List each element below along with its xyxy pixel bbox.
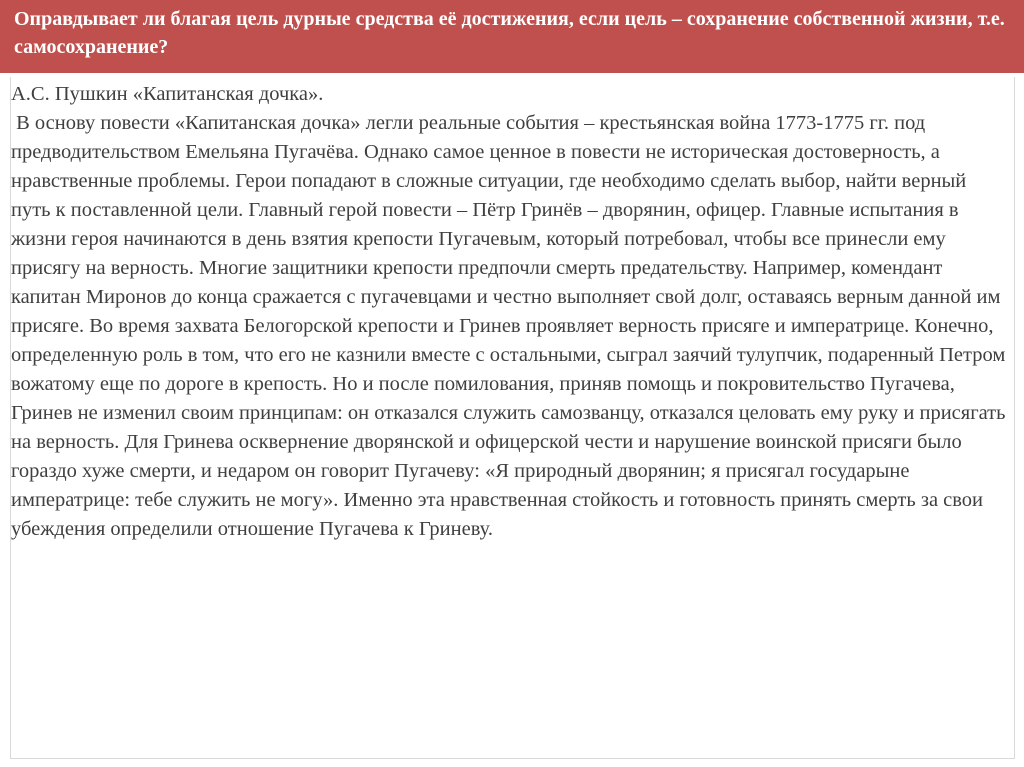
slide-title: Оправдывает ли благая цель дурные средства её достижения, если цель – сохранение собственной жизни, т.е. самосохранение? [14,8,1005,58]
body-paragraph: В основу повести «Капитанская дочка» легли реальные события – крестьянская война 1773-1775 гг. под предводительством Емельяна Пугачёва. Однако самое ценное в повести не историческая достоверность, а нравственные проблемы. Герои попадают в сложные ситуации, где необходимо сделать выбор, найти верный путь к поставленной цели. Главный герой повести – Пётр Гринёв – дворянин, офицер. Главные испытания в жизни героя начинаются в день взятия крепости Пугачевым, который потребовал, чтобы все принесли ему присягу на верность. Многие защитники крепости предпочли смерть предательству. Например, комендант капитан Миронов до конца сражается с пугачевцами и честно выполняет свой долг, оставаясь верным данной им присяге. Во время захвата Белогорской крепости и Гринев проявляет верность присяге и императрице. Конечно, определенную роль в том, что его не казнили вместе с остальными, сыграл заячий тулупчик, подаренный Петром вожатому еще по дороге в крепость. Но и после помилования, приняв помощь и покровительство Пугачева, Гринев не изменил своим принципам: он отказался служить самозванцу, отказался целовать ему руку и присягать на верность. Для Гринева осквернение дворянской и офицерской чести и нарушение воинской присяги было гораздо хуже смерти, и недаром он говорит Пугачеву: «Я природный дворянин; я присягал государыне императрице: тебе служить не могу». Именно эта нравственная стойкость и готовность принять смерть за свои убеждения определили отношение Пугачева к Гриневу. [11,112,1011,540]
title-bar [0,0,1024,73]
content-area [10,77,1015,759]
work-reference: А.С. Пушкин «Капитанская дочка». [11,83,324,105]
